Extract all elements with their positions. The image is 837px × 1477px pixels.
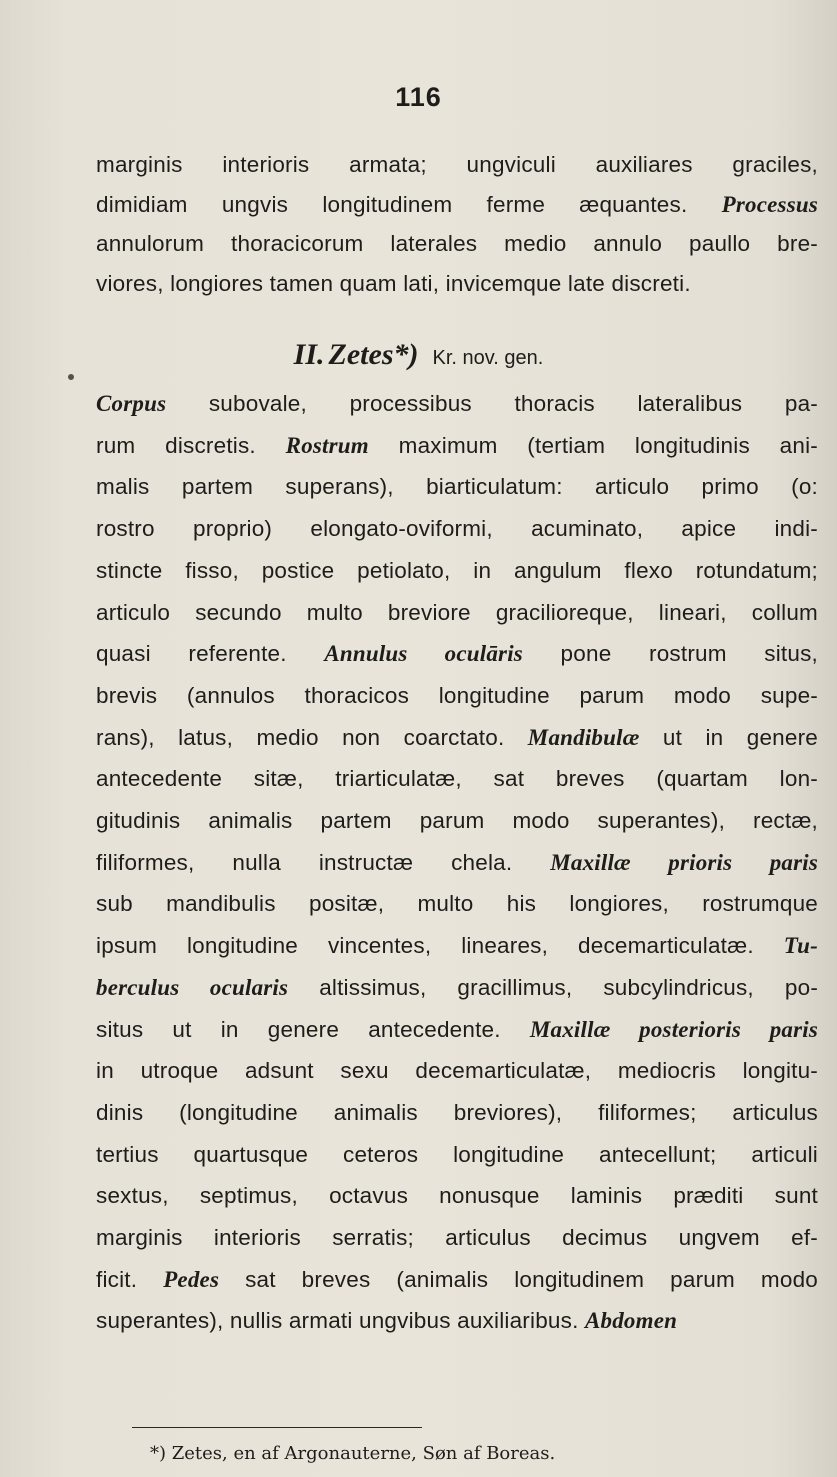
text-run: filiformes, nulla instructæ chela. [96, 849, 551, 875]
footnote: *) Zetes, en af Argonauterne, Søn af Boreas. [150, 1443, 556, 1464]
text-line [96, 1265, 818, 1295]
text-run: pone rostrum situs, [522, 641, 818, 667]
italic-term: Maxillæ posterioris paris [529, 1016, 818, 1042]
text-line: annulorum thoracicorum laterales medio annulo paullo bre- [96, 231, 818, 256]
text-run: rum discretis. [96, 432, 286, 458]
text-line: in utroque adsunt sexu decemarticulatæ, mediocris longitu- [96, 1058, 818, 1084]
italic-term: Annulus oculāris [324, 641, 523, 667]
footnote-rule [132, 1427, 422, 1428]
text-line [96, 848, 818, 878]
italic-term: berculus ocularis [96, 974, 289, 1000]
page-number: 116 [395, 82, 442, 112]
text-run: ficit. [96, 1266, 164, 1292]
text-line: marginis interioris armata; ungviculi auxiliares graciles, [96, 152, 818, 177]
text-run: sat breves (animalis longitudinem parum modo [219, 1266, 818, 1292]
text-run: rans), latus, medio non coarctato. [96, 724, 528, 750]
text-line: stincte fisso, postice petiolato, in angulum flexo rotundatum; [96, 557, 818, 583]
italic-term: Pedes [163, 1266, 220, 1292]
text-line: antecedente sitæ, triarticulatæ, sat breves (quartam lon- [96, 766, 818, 792]
italic-term: Rostrum [285, 432, 369, 458]
text-line: dinis (longitudine animalis breviores), filiformes; articulus [96, 1099, 818, 1125]
text-line [96, 389, 818, 419]
text-line: sextus, septimus, octavus nonusque laminis præditi sunt [96, 1183, 818, 1209]
ink-speck [68, 374, 74, 380]
italic-term: Abdomen [584, 1308, 678, 1334]
text-line [96, 639, 818, 669]
text-line: tertius quartusque ceteros longitudine antecellunt; articuli [96, 1141, 818, 1167]
text-line: viores, longiores tamen quam lati, invicemque late discreti. [96, 270, 691, 296]
text-line: gitudinis animalis partem parum modo superantes), rectæ, [96, 808, 818, 833]
text-line: rostro proprio) elongato-oviformi, acuminato, apice indi- [96, 516, 818, 542]
text-run: dimidiam ungvis longitudinem ferme æquantes. [96, 191, 722, 217]
text-run: altissimus, gracillimus, subcylindricus, po- [288, 974, 819, 1000]
text-run: ipsum longitudine vincentes, lineares, decemarticulatæ. [96, 933, 784, 959]
text-run: ut in genere [639, 724, 818, 750]
text-run: superantes), nullis armati ungvibus auxiliaribus. [96, 1308, 585, 1334]
text-line: malis partem superans), biarticulatum: articulo primo (o: [96, 474, 818, 500]
text-line [96, 1015, 818, 1045]
text-line [96, 723, 818, 753]
text-line [96, 431, 818, 461]
italic-term: Processus [721, 191, 818, 217]
heading-number: II. [293, 338, 325, 371]
text-line: articulo secundo multo breviore gracilioreque, lineari, collum [96, 599, 818, 625]
italic-term: Corpus [96, 391, 167, 416]
text-line: marginis interioris serratis; articulus decimus ungvem ef- [96, 1225, 818, 1250]
text-line: brevis (annulos thoracicos longitudine parum modo supe- [96, 682, 818, 708]
text-run: situs ut in genere antecedente. [96, 1016, 530, 1042]
text-line [96, 973, 818, 1003]
heading-abbreviation: Kr. nov. gen. [432, 347, 544, 369]
genus-heading [0, 338, 837, 372]
heading-genus: Zetes*) [328, 338, 419, 371]
italic-term: Mandibulæ [527, 724, 640, 750]
text-line: sub mandibulis positæ, multo his longiores, rostrumque [96, 891, 818, 917]
italic-term: Tu- [783, 933, 818, 959]
text-line [96, 190, 818, 220]
text-line [96, 1306, 818, 1336]
text-run: maximum (tertiam longitudinis ani- [368, 432, 818, 458]
text-line [96, 931, 818, 961]
text-run: subovale, processibus thoracis lateralibus pa- [166, 391, 818, 416]
italic-term: Maxillæ prioris paris [550, 849, 818, 875]
text-run: quasi referente. [96, 641, 325, 667]
